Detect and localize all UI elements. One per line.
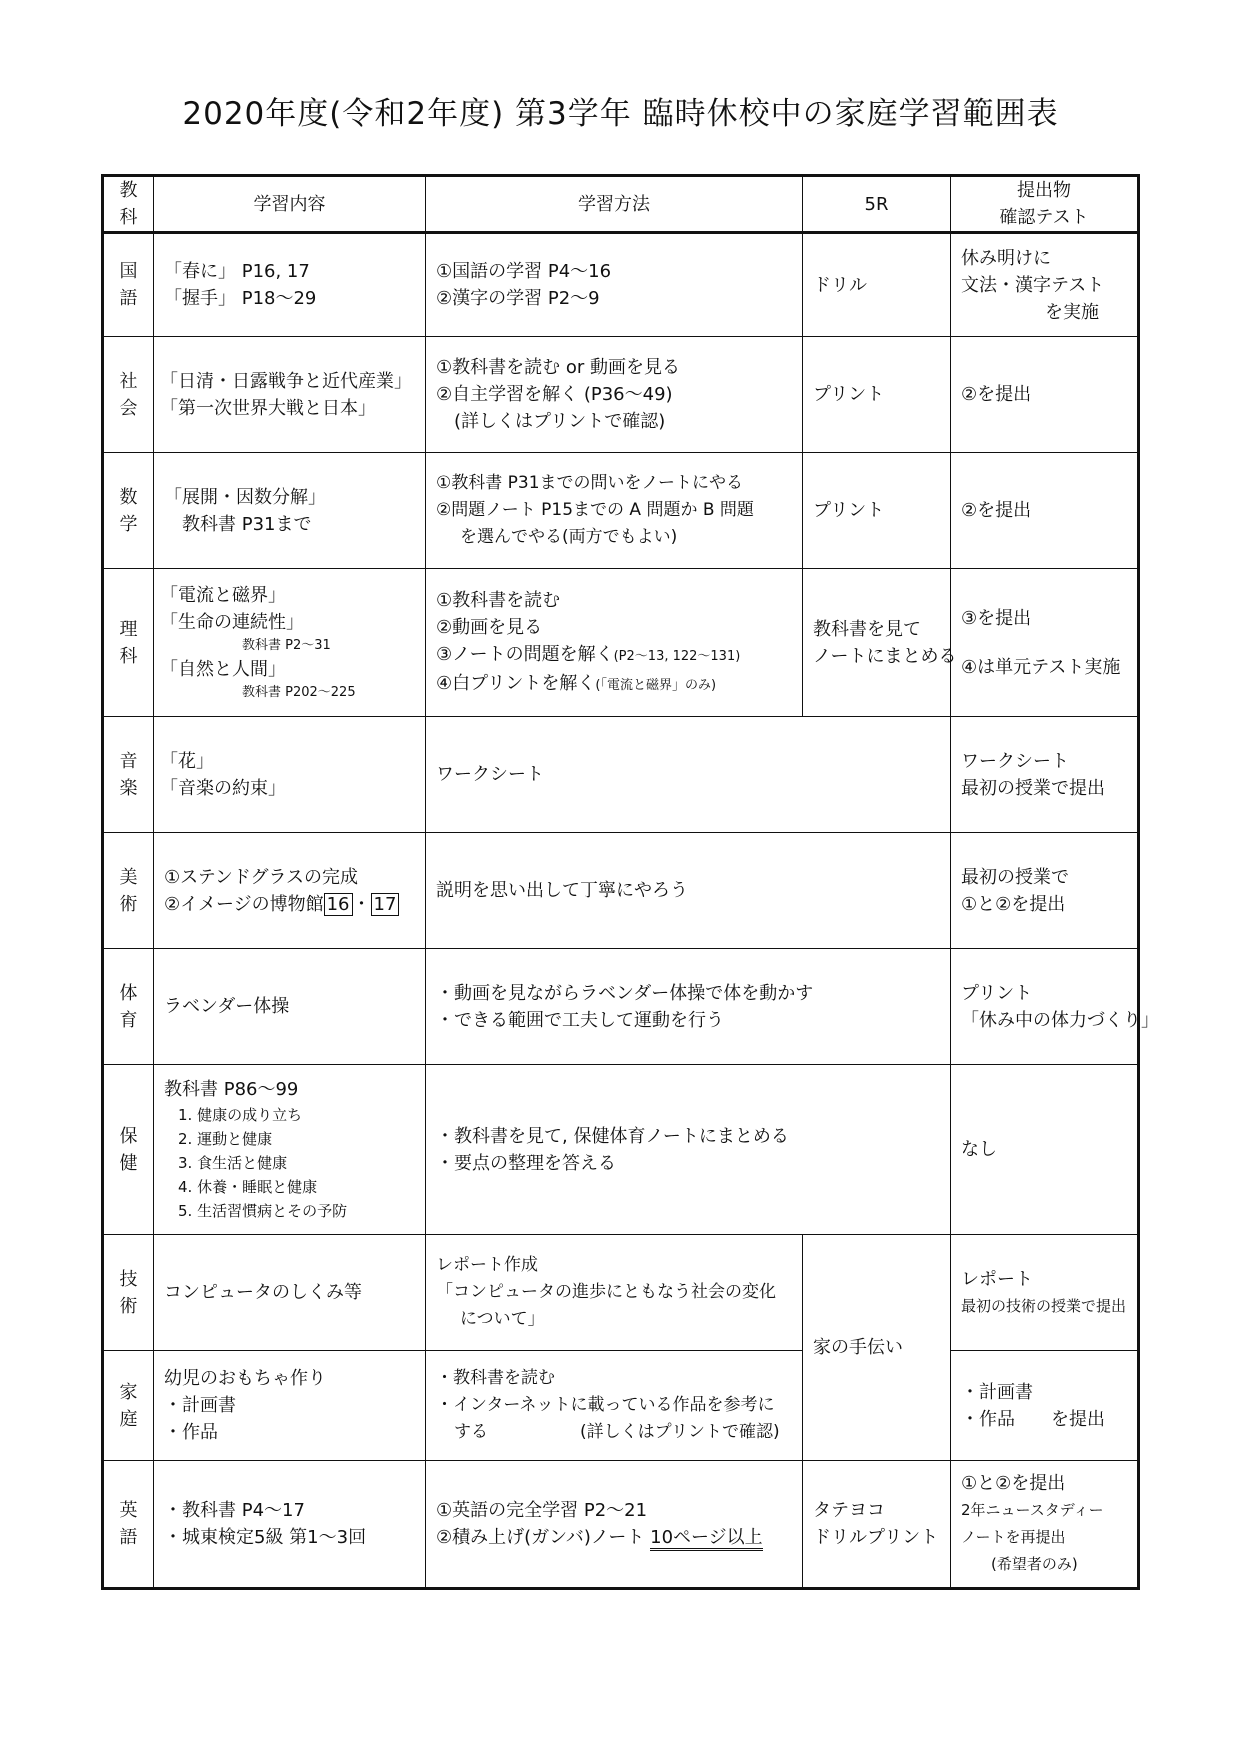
submit-line: レポート bbox=[961, 1268, 1033, 1290]
subject-char: 保 bbox=[119, 1125, 138, 1147]
header-subject-char: 科 bbox=[119, 207, 138, 228]
content-line: 5. 生活習慣病とその予防 bbox=[178, 1202, 348, 1220]
page-box: 16 bbox=[324, 893, 353, 916]
header-subject-char: 教 bbox=[119, 180, 138, 201]
subject-char: 技 bbox=[119, 1268, 138, 1290]
content-line: ・教科書 P4～17 bbox=[164, 1500, 305, 1521]
submit-cell bbox=[951, 233, 1139, 337]
subject-cell bbox=[103, 233, 154, 337]
content-cell bbox=[154, 569, 426, 717]
subject-char: 学 bbox=[119, 513, 138, 535]
method-line: レポート作成 bbox=[436, 1255, 538, 1275]
content-line: 「電流と磁界」 bbox=[160, 585, 286, 606]
subject-cell bbox=[103, 453, 154, 569]
table-row bbox=[103, 833, 1139, 949]
subject-char: 音 bbox=[119, 750, 138, 772]
subject-cell bbox=[103, 1351, 154, 1461]
subject-char: 育 bbox=[119, 1009, 138, 1031]
submit-line: ワークシート bbox=[961, 750, 1069, 772]
r5-cell bbox=[803, 1461, 951, 1589]
method-line: ②漢字の学習 P2～9 bbox=[436, 288, 600, 309]
content-line: 「生命の連続性」 bbox=[160, 612, 304, 633]
separator: ・ bbox=[352, 893, 371, 915]
content-cell bbox=[154, 1461, 426, 1589]
subject-char: 会 bbox=[119, 397, 138, 419]
content-line: 4. 休養・睡眠と健康 bbox=[178, 1178, 318, 1196]
subject-char: 語 bbox=[119, 288, 138, 309]
content-line: ・城東検定5級 第1～3回 bbox=[164, 1527, 367, 1548]
method-line: ①教科書を読む or 動画を見る bbox=[436, 357, 680, 378]
submit-line: を実施 bbox=[1045, 301, 1099, 323]
content-line: ②イメージの博物館 bbox=[164, 893, 324, 915]
subject-char: 術 bbox=[119, 893, 138, 915]
submit-line: 文法・漢字テスト bbox=[961, 274, 1105, 296]
content-line: 「春に」 P16, 17 bbox=[164, 261, 310, 282]
method-line: する bbox=[454, 1422, 488, 1442]
content-line: 「展開・因数分解」 bbox=[164, 486, 326, 508]
content-line: 3. 食生活と健康 bbox=[178, 1154, 288, 1172]
table-row bbox=[103, 1235, 1139, 1351]
subject-char: 健 bbox=[119, 1152, 138, 1174]
submit-cell bbox=[951, 833, 1139, 949]
method-line: 「コンピュータの進歩にともなう社会の変化 bbox=[436, 1282, 776, 1302]
method-cell bbox=[426, 337, 803, 453]
subject-char: 術 bbox=[119, 1295, 138, 1317]
content-line: 「日清・日露戦争と近代産業」 bbox=[160, 370, 412, 392]
method-line: ②動画を見る bbox=[436, 616, 543, 638]
method-cell bbox=[426, 1351, 803, 1461]
study-plan-table bbox=[101, 174, 1159, 1590]
table-row bbox=[103, 569, 1139, 717]
content-line: 「第一次世界大戦と日本」 bbox=[160, 397, 376, 419]
submit-cell: なし bbox=[951, 1065, 1139, 1235]
subject-char: 理 bbox=[119, 618, 138, 640]
method-line: を選んでやる(両方でもよい) bbox=[460, 527, 678, 547]
method-cell bbox=[426, 453, 803, 569]
method-cell bbox=[426, 1461, 803, 1589]
submit-cell bbox=[951, 1461, 1139, 1589]
submit-line: ・計画書 bbox=[961, 1381, 1033, 1403]
content-cell: ラベンダー体操 bbox=[154, 949, 426, 1065]
header-method: 学習方法 bbox=[426, 176, 803, 233]
submit-line: 休み明けに bbox=[961, 247, 1051, 269]
submit-line: ④は単元テスト実施 bbox=[961, 656, 1121, 678]
r5-line: 教科書を見て bbox=[813, 618, 921, 640]
content-cell bbox=[154, 453, 426, 569]
submit-line: (希望者のみ) bbox=[991, 1555, 1078, 1573]
page-title: 2020年度(令和2年度) 第3学年 臨時休校中の家庭学習範囲表 bbox=[182, 96, 1059, 132]
header-content: 学習内容 bbox=[154, 176, 426, 233]
content-line: 「花」 bbox=[160, 750, 214, 772]
method-line: ・要点の整理を答える bbox=[436, 1152, 616, 1174]
header-submit-line: 確認テスト bbox=[999, 207, 1089, 228]
method-cell: ワークシート bbox=[426, 717, 951, 833]
subject-char: 語 bbox=[119, 1527, 138, 1548]
method-line: ②自主学習を解く (P36～49) bbox=[436, 384, 673, 405]
content-cell bbox=[154, 337, 426, 453]
method-line: ①英語の完全学習 P2～21 bbox=[436, 1500, 648, 1521]
method-line: ②積み上げ(ガンバ)ノート bbox=[436, 1527, 645, 1548]
method-cell bbox=[426, 569, 803, 717]
table-row bbox=[103, 233, 1139, 337]
content-line: 教科書 P2～31 bbox=[242, 638, 331, 653]
r5-line: ドリルプリント bbox=[813, 1527, 939, 1548]
subject-cell bbox=[103, 1235, 154, 1351]
submit-cell bbox=[951, 717, 1139, 833]
subject-char: 科 bbox=[119, 645, 138, 667]
subject-cell bbox=[103, 949, 154, 1065]
subject-cell bbox=[103, 569, 154, 717]
table-row bbox=[103, 453, 1139, 569]
content-line: 「握手」 P18～29 bbox=[164, 288, 317, 309]
submit-line: ①と②を提出 bbox=[961, 1473, 1066, 1494]
r5-cell: プリント bbox=[803, 337, 951, 453]
subject-char: 社 bbox=[119, 370, 138, 392]
content-line: 「自然と人間」 bbox=[160, 659, 286, 680]
submit-line: 2年ニュースタディー bbox=[961, 1501, 1104, 1519]
method-line: ①国語の学習 P4～16 bbox=[436, 261, 612, 282]
subject-cell bbox=[103, 717, 154, 833]
method-cell bbox=[426, 1235, 803, 1351]
submit-line: 最初の技術の授業で提出 bbox=[961, 1296, 1127, 1315]
method-cell bbox=[426, 949, 951, 1065]
content-cell bbox=[154, 233, 426, 337]
submit-cell bbox=[951, 569, 1139, 717]
submit-line: ①と②を提出 bbox=[961, 893, 1066, 915]
method-note: (P2～13, 122～131) bbox=[613, 648, 741, 664]
content-line: 教科書 P86～99 bbox=[164, 1079, 299, 1100]
subject-cell bbox=[103, 1461, 154, 1589]
content-line: 教科書 P31まで bbox=[182, 513, 312, 535]
submit-line: プリント bbox=[961, 982, 1033, 1004]
content-line: 2. 運動と健康 bbox=[178, 1130, 273, 1148]
content-line: ・計画書 bbox=[164, 1395, 236, 1416]
submit-line: 最初の授業で bbox=[961, 866, 1069, 888]
content-cell bbox=[154, 717, 426, 833]
table-row bbox=[103, 1351, 1139, 1461]
r5-cell: ドリル bbox=[803, 233, 951, 337]
table-header-row bbox=[103, 176, 1139, 233]
method-line: ①教科書を読む bbox=[436, 589, 561, 611]
subject-cell bbox=[103, 1065, 154, 1235]
method-line: ・教科書を読む bbox=[436, 1368, 555, 1388]
submit-cell bbox=[951, 1235, 1139, 1351]
subject-char: 楽 bbox=[119, 777, 138, 799]
subject-cell bbox=[103, 337, 154, 453]
method-line: ・インターネットに載っている作品を参考に bbox=[436, 1395, 775, 1415]
content-cell: コンピュータのしくみ等 bbox=[154, 1235, 426, 1351]
method-line: ①教科書 P31までの問いをノートにやる bbox=[436, 473, 744, 493]
table-row bbox=[103, 717, 1139, 833]
submit-line: を提出 bbox=[1051, 1408, 1105, 1430]
subject-char: 美 bbox=[119, 866, 138, 888]
underlined-note: 10ページ以上 bbox=[650, 1527, 763, 1551]
method-line: ・動画を見ながらラベンダー体操で体を動かす bbox=[436, 982, 814, 1004]
r5-line: ノートにまとめる bbox=[813, 645, 957, 667]
submit-line: ノートを再提出 bbox=[961, 1528, 1066, 1546]
method-line: (詳しくはプリントで確認) bbox=[454, 411, 666, 432]
content-line: ・作品 bbox=[164, 1422, 218, 1443]
submit-line: ・作品 bbox=[961, 1408, 1015, 1430]
submit-line: 「休み中の体力づくり」 bbox=[961, 1009, 1159, 1031]
header-subject bbox=[103, 176, 154, 233]
content-line: ①ステンドグラスの完成 bbox=[164, 866, 358, 888]
method-note: (「電流と磁界」のみ) bbox=[595, 677, 717, 693]
submit-cell: ②を提出 bbox=[951, 337, 1139, 453]
content-line: 「音楽の約束」 bbox=[160, 777, 286, 799]
subject-char: 庭 bbox=[119, 1408, 138, 1430]
header-submit-line: 提出物 bbox=[1017, 180, 1071, 201]
method-line: ・教科書を見て, 保健体育ノートにまとめる bbox=[436, 1125, 789, 1147]
table-row bbox=[103, 1065, 1139, 1235]
submit-line: ③を提出 bbox=[961, 607, 1032, 629]
r5-cell: 家の手伝い bbox=[803, 1235, 951, 1461]
submit-cell: ②を提出 bbox=[951, 453, 1139, 569]
submit-line: 最初の授業で提出 bbox=[961, 777, 1105, 799]
content-cell bbox=[154, 1351, 426, 1461]
method-line: について」 bbox=[460, 1309, 545, 1329]
submit-cell bbox=[951, 1351, 1139, 1461]
method-line: ③ノートの問題を解く bbox=[436, 643, 614, 665]
method-cell: 説明を思い出して丁寧にやろう bbox=[426, 833, 951, 949]
page-box: 17 bbox=[371, 893, 400, 916]
subject-char: 体 bbox=[119, 982, 138, 1004]
r5-line: タテヨコ bbox=[813, 1500, 885, 1521]
subject-char: 英 bbox=[119, 1500, 138, 1521]
method-line: ④白プリントを解く bbox=[436, 672, 596, 694]
table-row bbox=[103, 337, 1139, 453]
content-cell bbox=[154, 833, 426, 949]
submit-cell bbox=[951, 949, 1159, 1065]
content-line: 幼児のおもちゃ作り bbox=[164, 1368, 326, 1389]
r5-cell: プリント bbox=[803, 453, 951, 569]
table-row bbox=[103, 1461, 1139, 1589]
method-cell bbox=[426, 233, 803, 337]
subject-cell bbox=[103, 833, 154, 949]
table-row bbox=[103, 949, 1139, 1065]
r5-cell bbox=[803, 569, 957, 717]
method-line: (詳しくはプリントで確認) bbox=[580, 1422, 780, 1442]
content-line: 1. 健康の成り立ち bbox=[178, 1106, 303, 1124]
subject-char: 家 bbox=[119, 1381, 138, 1403]
header-5r: 5R bbox=[803, 176, 951, 233]
content-line: 教科書 P202～225 bbox=[242, 685, 356, 700]
subject-char: 数 bbox=[119, 486, 138, 508]
method-line: ・できる範囲で工夫して運動を行う bbox=[436, 1009, 724, 1031]
method-cell bbox=[426, 1065, 951, 1235]
method-line: ②問題ノート P15までの A 問題か B 問題 bbox=[436, 500, 754, 520]
header-submit bbox=[951, 176, 1139, 233]
content-cell bbox=[154, 1065, 426, 1235]
subject-char: 国 bbox=[119, 261, 138, 282]
